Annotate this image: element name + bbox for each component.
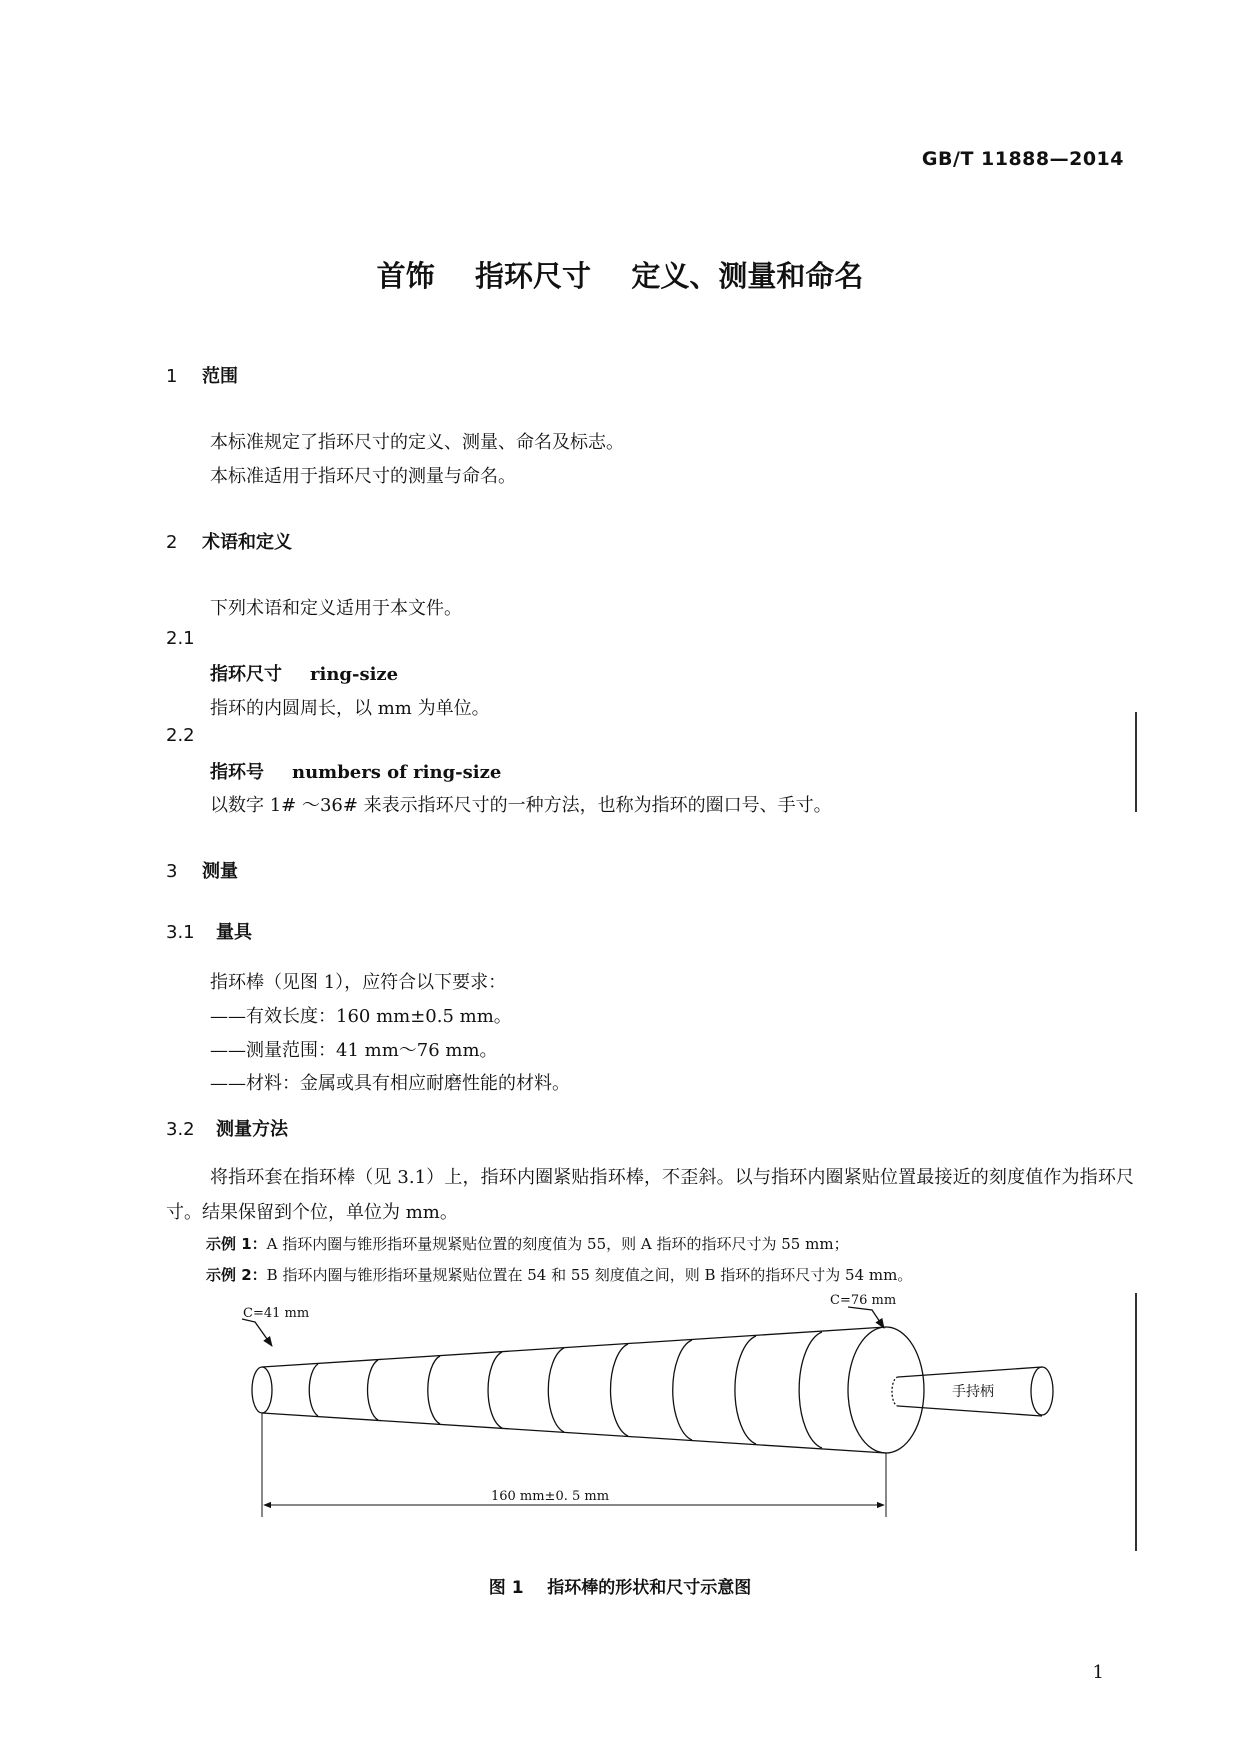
example-text: A 指环内圈与锥形指环量规紧贴位置的刻度值为 55，则 A 指环的指环尺寸为 55 mm；	[266, 1235, 849, 1253]
page-number: 1	[1092, 1662, 1104, 1683]
label-handle: 手持柄	[952, 1384, 994, 1400]
gauge-req-material: ——材料：金属或具有相应耐磨性能的材料。	[210, 1073, 570, 1094]
section-title: 测量方法	[216, 1119, 288, 1140]
ring-marking	[368, 1360, 378, 1420]
section-3-heading	[166, 857, 238, 883]
section-3-1-heading	[166, 918, 252, 944]
document-title: 首饰 指环尺寸 定义、测量和命名	[376, 259, 864, 293]
term-2-1-title	[210, 660, 398, 686]
mandrel-top-edge	[262, 1327, 886, 1367]
term-2-2-title	[210, 758, 501, 784]
leader-small-end	[242, 1319, 272, 1346]
method-paragraph: 将指环套在指环棒（见 3.1）上，指环内圈紧贴指环棒，不歪斜。以与指环内圈紧贴位置最接近的刻度值作为指环尺寸。结果保留到个位，单位为 mm。	[166, 1167, 1134, 1223]
gauge-intro: 指环棒（见图 1），应符合以下要求：	[210, 972, 507, 993]
ring-marking	[488, 1352, 502, 1428]
section-1-heading	[166, 362, 238, 388]
revision-bar	[1135, 712, 1137, 812]
terms-intro: 下列术语和定义适用于本文件。	[210, 598, 462, 619]
mandrel-large-end	[848, 1327, 924, 1453]
section-3-2-heading	[166, 1115, 288, 1141]
term-zh: 指环尺寸	[210, 664, 282, 685]
section-number: 1	[166, 366, 178, 387]
ring-marking	[673, 1340, 692, 1440]
scope-paragraph-2: 本标准适用于指环尺寸的测量与命名。	[210, 466, 516, 487]
scope-paragraph-1: 本标准规定了指环尺寸的定义、测量、命名及标志。	[210, 432, 624, 453]
ring-markings	[309, 1332, 822, 1448]
section-title: 量具	[216, 922, 252, 943]
term-2-1-definition: 指环的内圆周长，以 mm 为单位。	[210, 698, 490, 719]
ring-marking	[735, 1336, 756, 1444]
term-en: numbers of ring-size	[292, 762, 502, 783]
ring-mandrel-figure	[0, 1285, 1240, 1555]
section-number: 3	[166, 861, 178, 882]
example-1	[206, 1233, 849, 1254]
label-large-circumference: C=76 mm	[830, 1293, 897, 1308]
ring-marking	[611, 1344, 628, 1436]
figure-caption: 图 1 指环棒的形状和尺寸示意图	[488, 1578, 752, 1598]
ring-marking	[428, 1356, 440, 1424]
section-number: 2	[166, 532, 178, 553]
term-zh: 指环号	[210, 762, 264, 783]
section-title: 术语和定义	[202, 532, 292, 553]
leader-large-end	[848, 1307, 884, 1328]
gauge-req-length: ——有效长度：160 mm±0.5 mm。	[210, 1006, 512, 1027]
term-2-2-definition: 以数字 1# ～36# 来表示指环尺寸的一种方法，也称为指环的圈口号、手寸。	[210, 795, 832, 816]
section-number: 3.2	[166, 1119, 195, 1140]
label-length: 160 mm±0. 5 mm	[490, 1489, 610, 1504]
standard-number: GB/T 11888—2014	[921, 148, 1124, 170]
gauge-req-range: ——测量范围：41 mm～76 mm。	[210, 1040, 498, 1061]
example-tag: 示例 1：	[206, 1235, 267, 1253]
example-tag: 示例 2：	[206, 1266, 267, 1284]
example-text: B 指环内圈与锥形指环量规紧贴位置在 54 和 55 刻度值之间，则 B 指环的指环尺寸为 54 mm。	[266, 1266, 913, 1284]
section-number: 3.1	[166, 922, 195, 943]
term-2-1-number: 2.1	[166, 628, 195, 649]
mandrel-bottom-edge	[262, 1413, 886, 1453]
ring-marking	[309, 1364, 318, 1416]
term-en: ring-size	[310, 664, 399, 685]
label-small-circumference: C=41 mm	[243, 1306, 310, 1321]
mandrel-small-end	[252, 1367, 272, 1413]
example-2	[206, 1264, 912, 1285]
section-title: 测量	[202, 861, 238, 882]
section-title: 范围	[202, 366, 238, 387]
ring-marking	[799, 1332, 822, 1448]
ring-marking	[548, 1348, 564, 1432]
term-2-2-number: 2.2	[166, 725, 195, 746]
section-2-heading	[166, 528, 292, 554]
revision-bar	[1135, 1293, 1137, 1551]
